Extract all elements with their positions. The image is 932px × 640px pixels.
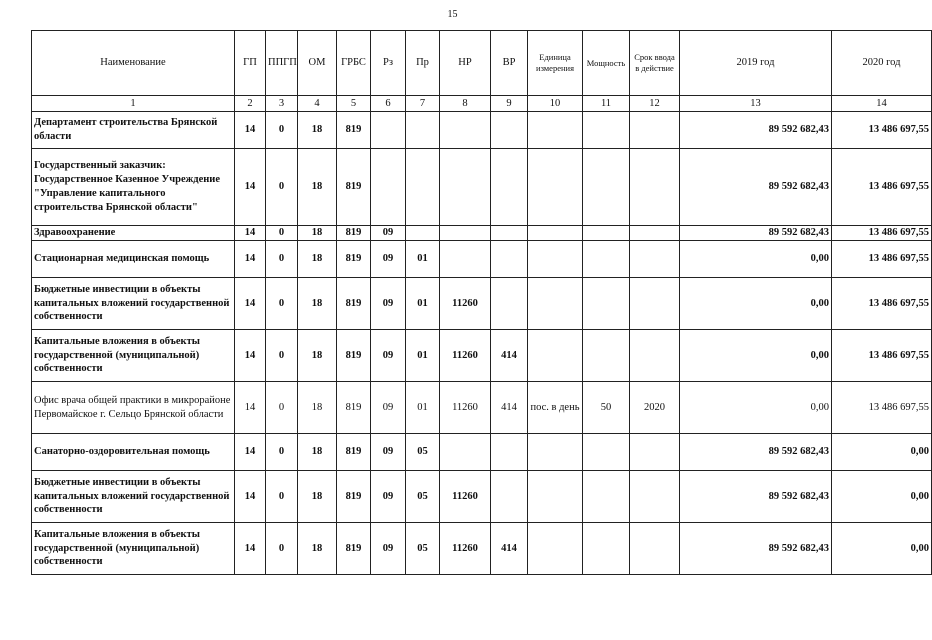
row-name: Стационарная медицинская помощь (32, 241, 235, 278)
code-cell: 11260 (440, 523, 491, 575)
code-cell (528, 434, 583, 471)
column-number: 8 (440, 96, 491, 112)
column-number: 14 (832, 96, 932, 112)
code-cell: 0 (266, 471, 298, 523)
amount-2019: 89 592 682,43 (680, 226, 832, 241)
code-cell (528, 278, 583, 330)
code-cell: 2020 (630, 382, 680, 434)
amount-2020: 0,00 (832, 471, 932, 523)
code-cell: 50 (583, 382, 630, 434)
code-cell: 11260 (440, 382, 491, 434)
code-cell: 14 (235, 149, 266, 226)
header-rz: Рз (371, 31, 406, 96)
header-name: Наименование (32, 31, 235, 96)
column-number: 3 (266, 96, 298, 112)
code-cell: 09 (371, 382, 406, 434)
code-cell (583, 149, 630, 226)
code-cell: 01 (406, 382, 440, 434)
amount-2020: 13 486 697,55 (832, 278, 932, 330)
code-cell: 01 (406, 278, 440, 330)
code-cell: 18 (298, 278, 337, 330)
code-cell: 09 (371, 434, 406, 471)
amount-2019: 0,00 (680, 241, 832, 278)
code-cell: 18 (298, 471, 337, 523)
column-number: 7 (406, 96, 440, 112)
code-cell (406, 149, 440, 226)
code-cell (630, 330, 680, 382)
code-cell (491, 241, 528, 278)
code-cell: 0 (266, 523, 298, 575)
header-pr: Пр (406, 31, 440, 96)
header-row (32, 31, 932, 96)
code-cell: 0 (266, 226, 298, 241)
code-cell: 14 (235, 112, 266, 149)
header-capacity: Мощность (583, 31, 630, 96)
code-cell: 09 (371, 523, 406, 575)
code-cell: 819 (337, 382, 371, 434)
amount-2019: 89 592 682,43 (680, 471, 832, 523)
code-cell: 819 (337, 434, 371, 471)
code-cell: 414 (491, 523, 528, 575)
code-cell: 09 (371, 330, 406, 382)
code-cell (528, 330, 583, 382)
code-cell: 09 (371, 241, 406, 278)
code-cell: 18 (298, 382, 337, 434)
code-cell: 18 (298, 434, 337, 471)
code-cell (440, 149, 491, 226)
code-cell (371, 112, 406, 149)
header-om: ОМ (298, 31, 337, 96)
code-cell: 18 (298, 226, 337, 241)
row-name: Бюджетные инвестиции в объекты капитальных вложений государственной собственности (32, 471, 235, 523)
column-number: 4 (298, 96, 337, 112)
column-number: 11 (583, 96, 630, 112)
code-cell: 0 (266, 149, 298, 226)
row-name: Офис врача общей практики в микрорайоне Первомайское г. Сельцо Брянской области (32, 382, 235, 434)
code-cell: 414 (491, 382, 528, 434)
code-cell: 05 (406, 523, 440, 575)
table-body (32, 112, 932, 575)
code-cell (491, 226, 528, 241)
row-name: Санаторно-оздоровительная помощь (32, 434, 235, 471)
code-cell (630, 471, 680, 523)
amount-2020: 13 486 697,55 (832, 112, 932, 149)
row-name: Капитальные вложения в объекты государственной (муниципальной) собственности (32, 523, 235, 575)
code-cell: 01 (406, 330, 440, 382)
code-cell (583, 471, 630, 523)
header-unit: Единица измерения (528, 31, 583, 96)
table-row (32, 149, 932, 226)
header-vr: ВР (491, 31, 528, 96)
table-row (32, 278, 932, 330)
code-cell (630, 112, 680, 149)
row-name: Департамент строительства Брянской области (32, 112, 235, 149)
code-cell (528, 226, 583, 241)
amount-2020: 0,00 (832, 523, 932, 575)
code-cell: 14 (235, 241, 266, 278)
amount-2020: 13 486 697,55 (832, 226, 932, 241)
code-cell: 0 (266, 278, 298, 330)
column-number: 1 (32, 96, 235, 112)
code-cell: 819 (337, 226, 371, 241)
amount-2019: 0,00 (680, 278, 832, 330)
column-number: 13 (680, 96, 832, 112)
code-cell (528, 149, 583, 226)
code-cell (630, 278, 680, 330)
code-cell (371, 149, 406, 226)
code-cell (583, 226, 630, 241)
code-cell (630, 241, 680, 278)
code-cell (630, 434, 680, 471)
header-commission-date: Срок ввода в действие (630, 31, 680, 96)
code-cell: 14 (235, 471, 266, 523)
code-cell (630, 523, 680, 575)
code-cell: 11260 (440, 471, 491, 523)
code-cell: 18 (298, 523, 337, 575)
table-row (32, 226, 932, 241)
code-cell (491, 149, 528, 226)
code-cell (491, 434, 528, 471)
code-cell: 819 (337, 241, 371, 278)
code-cell: 0 (266, 434, 298, 471)
row-name: Бюджетные инвестиции в объекты капитальных вложений государственной собственности (32, 278, 235, 330)
row-name: Здравоохранение (32, 226, 235, 241)
amount-2020: 0,00 (832, 434, 932, 471)
code-cell (528, 523, 583, 575)
amount-2020: 13 486 697,55 (832, 241, 932, 278)
amount-2020: 13 486 697,55 (832, 330, 932, 382)
code-cell: 819 (337, 471, 371, 523)
code-cell: 18 (298, 330, 337, 382)
table-row (32, 112, 932, 149)
amount-2019: 89 592 682,43 (680, 112, 832, 149)
table-row (32, 330, 932, 382)
column-number: 5 (337, 96, 371, 112)
budget-table (31, 30, 932, 575)
column-number: 2 (235, 96, 266, 112)
table-row (32, 382, 932, 434)
amount-2019: 0,00 (680, 382, 832, 434)
code-cell: 09 (371, 226, 406, 241)
code-cell (583, 330, 630, 382)
code-cell (528, 471, 583, 523)
code-cell: 0 (266, 330, 298, 382)
code-cell: 14 (235, 434, 266, 471)
column-number: 6 (371, 96, 406, 112)
header-2019: 2019 год (680, 31, 832, 96)
table-row (32, 523, 932, 575)
amount-2019: 89 592 682,43 (680, 149, 832, 226)
code-cell (630, 226, 680, 241)
code-cell (440, 226, 491, 241)
code-cell: 14 (235, 382, 266, 434)
amount-2020: 13 486 697,55 (832, 382, 932, 434)
amount-2020: 13 486 697,55 (832, 149, 932, 226)
code-cell (583, 241, 630, 278)
code-cell: 14 (235, 226, 266, 241)
code-cell: 18 (298, 112, 337, 149)
code-cell: 0 (266, 382, 298, 434)
code-cell: 18 (298, 149, 337, 226)
code-cell (440, 241, 491, 278)
row-name: Капитальные вложения в объекты государственной (муниципальной) собственности (32, 330, 235, 382)
code-cell (528, 112, 583, 149)
header-ppgp: ППГП (266, 31, 298, 96)
column-number: 9 (491, 96, 528, 112)
code-cell: 0 (266, 241, 298, 278)
code-cell: 0 (266, 112, 298, 149)
table-row (32, 434, 932, 471)
code-cell (406, 112, 440, 149)
code-cell (491, 278, 528, 330)
code-cell: 01 (406, 241, 440, 278)
code-cell (440, 112, 491, 149)
header-grbs: ГРБС (337, 31, 371, 96)
code-cell: 05 (406, 471, 440, 523)
code-cell: 11260 (440, 330, 491, 382)
column-number: 12 (630, 96, 680, 112)
code-cell: 11260 (440, 278, 491, 330)
code-cell (528, 241, 583, 278)
code-cell: 18 (298, 241, 337, 278)
code-cell: 05 (406, 434, 440, 471)
code-cell (491, 471, 528, 523)
amount-2019: 89 592 682,43 (680, 523, 832, 575)
code-cell (406, 226, 440, 241)
header-gp: ГП (235, 31, 266, 96)
table-row (32, 471, 932, 523)
code-cell: 819 (337, 112, 371, 149)
column-number: 10 (528, 96, 583, 112)
code-cell (583, 434, 630, 471)
code-cell: 819 (337, 278, 371, 330)
code-cell: 14 (235, 523, 266, 575)
code-cell (583, 112, 630, 149)
code-cell (630, 149, 680, 226)
code-cell: 14 (235, 330, 266, 382)
code-cell: 819 (337, 330, 371, 382)
code-cell (583, 278, 630, 330)
row-name: Государственный заказчик: Государственное Казенное Учреждение "Управление капитального строительства Брянской области" (32, 149, 235, 226)
code-cell: 819 (337, 523, 371, 575)
code-cell: 14 (235, 278, 266, 330)
code-cell: 819 (337, 149, 371, 226)
table-row (32, 241, 932, 278)
code-cell: 09 (371, 278, 406, 330)
column-number-row (32, 96, 932, 112)
header-2020: 2020 год (832, 31, 932, 96)
code-cell (583, 523, 630, 575)
amount-2019: 89 592 682,43 (680, 434, 832, 471)
header-nr: НР (440, 31, 491, 96)
code-cell (491, 112, 528, 149)
code-cell: пос. в день (528, 382, 583, 434)
code-cell: 09 (371, 471, 406, 523)
amount-2019: 0,00 (680, 330, 832, 382)
page-number: 15 (447, 9, 458, 20)
code-cell: 414 (491, 330, 528, 382)
code-cell (440, 434, 491, 471)
